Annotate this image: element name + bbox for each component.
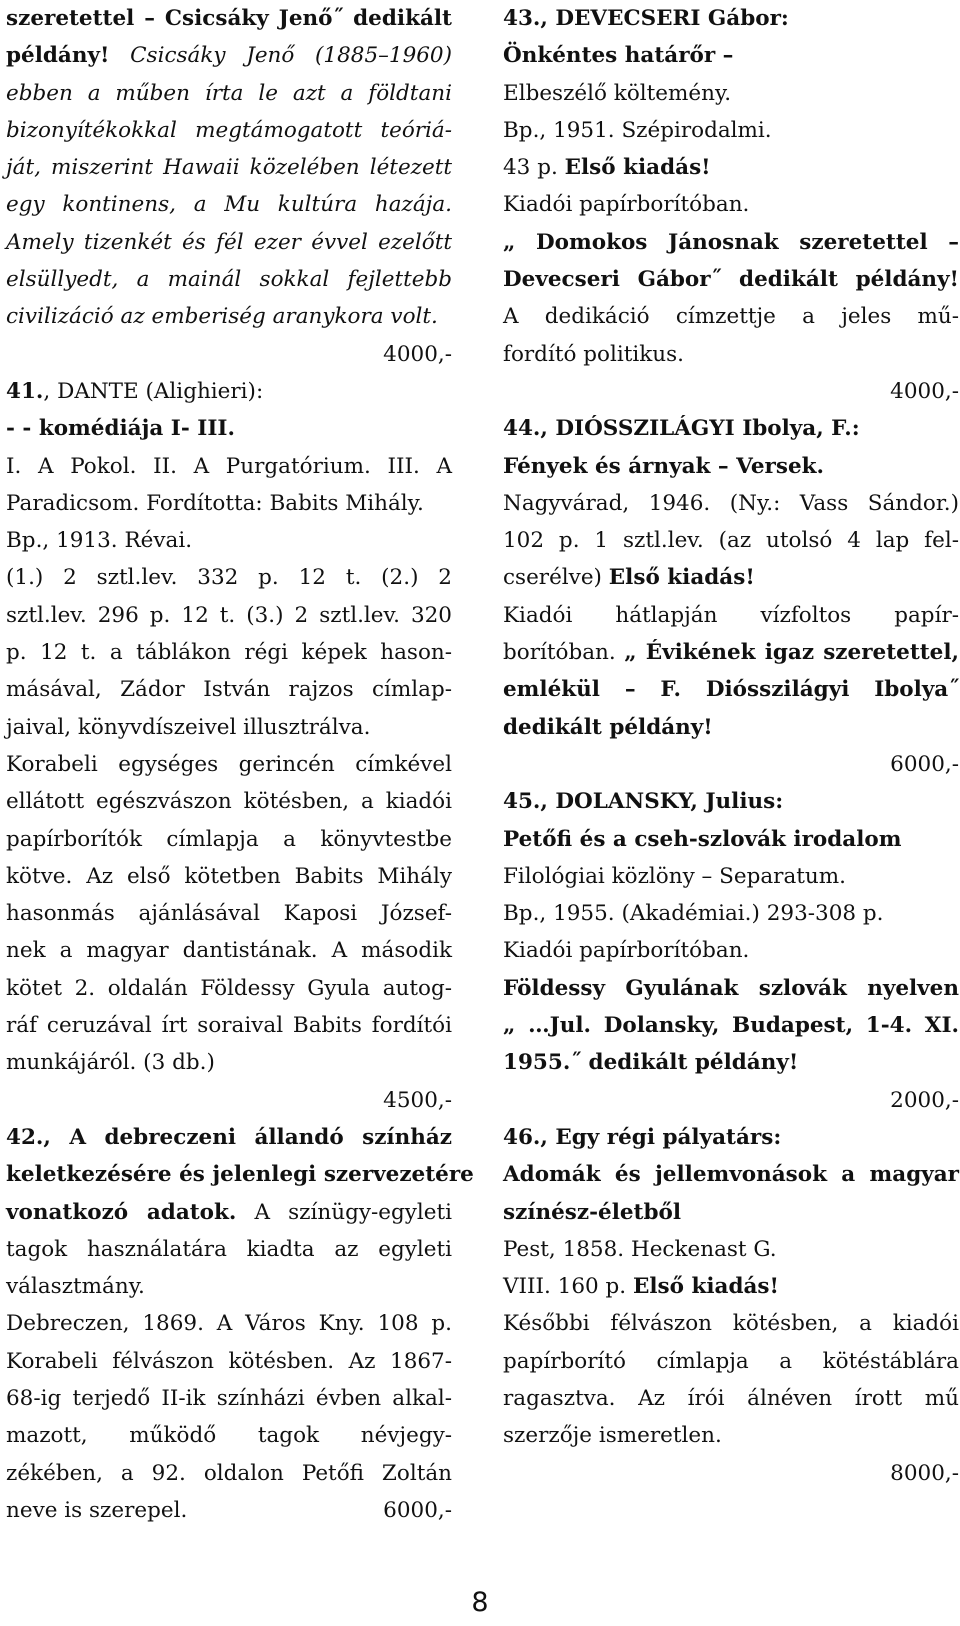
entry-41	[6, 373, 452, 1119]
entry-title: - - komédiája I- III.	[6, 416, 235, 442]
text-line: egy kontinens, a Mu kultúra hazája.	[6, 192, 452, 218]
entry-heading: 46., Egy régi pályatárs:	[503, 1124, 782, 1150]
text-line: Kiadói hátlapján vízfoltos papír-	[503, 602, 959, 628]
entry-heading	[6, 373, 452, 410]
text-line	[503, 149, 959, 186]
text-line: tagok használatára kiadta az egyleti	[6, 1236, 452, 1262]
entry-title: Adomák és jellemvonások a magyar	[503, 1162, 959, 1188]
text-line: „ …Jul. Dolansky, Budapest, 1-4. XI.	[503, 1013, 959, 1039]
text-line: munkájáról. (3 db.)	[6, 1050, 215, 1076]
text-bold: Első kiadás!	[632, 1274, 779, 1300]
entry-heading: 44., DIÓSSZILÁGYI Ibolya, F.:	[503, 416, 860, 442]
text-line	[503, 634, 959, 671]
right-column	[503, 0, 959, 1492]
text-bold: Első kiadás!	[608, 565, 755, 591]
entry-title: Önkéntes határőr –	[503, 43, 734, 69]
entry-author: , DANTE (Alighieri):	[43, 378, 264, 404]
text-line: Elbeszélő költemény.	[503, 80, 732, 106]
text-regular: cserélve)	[503, 565, 609, 591]
text-line: Debreczen, 1869. A Város Kny. 108 p.	[6, 1311, 452, 1337]
text-line: Paradicsom. Fordította: Babits Mihály.	[6, 490, 424, 516]
text-line	[503, 559, 959, 596]
text-line	[6, 37, 452, 74]
entry-title: Petőfi és a cseh-szlovák irodalom	[503, 826, 902, 852]
price: 8000,-	[890, 1460, 959, 1486]
text-line: Devecseri Gábor˝ dedikált példány!	[503, 267, 959, 293]
text-line: Nagyvárad, 1946. (Ny.: Vass Sándor.)	[503, 490, 959, 516]
price: 4000,-	[890, 378, 959, 404]
text-line: A dedikáció címzettje a jeles mű-	[503, 304, 959, 330]
price: 4000,-	[383, 341, 452, 367]
text-line: Korabeli egységes gerincén címkével	[6, 751, 452, 777]
text-line: Bp., 1913. Révai.	[6, 528, 193, 554]
text-line: hasonmás ajánlásával Kaposi József-	[6, 901, 452, 927]
text-line: Bp., 1955. (Akadémiai.) 293-308 p.	[503, 901, 884, 927]
text-line: ragasztva. Az írói álnéven írott mű	[503, 1385, 959, 1411]
entry-42	[6, 1119, 474, 1529]
text-line: szerzője ismeretlen.	[503, 1423, 722, 1449]
entry-45	[503, 783, 959, 1119]
price: 4500,-	[383, 1087, 452, 1113]
text-line: szeretettel – Csicsáky Jenő˝ dedikált	[6, 6, 452, 31]
text-bold: Első kiadás!	[564, 155, 711, 181]
text-line: I. A Pokol. II. A Purgatórium. III. A	[6, 453, 452, 479]
text-line: Amely tizenkét és fél ezer évvel ezelőtt	[6, 229, 452, 255]
entry-title: Fények és árnyak – Versek.	[503, 453, 825, 479]
text-line	[6, 1492, 452, 1529]
entry-44	[503, 410, 959, 783]
text-line: p. 12 t. a táblákon régi képek hason-	[6, 640, 452, 666]
text-line: dedikált példány!	[503, 714, 713, 740]
text-line: ját, miszerint Hawaii közelében létezett	[6, 155, 452, 181]
continued-entry	[6, 0, 452, 373]
entry-title: keletkezésére és jelenlegi szervezetére	[6, 1162, 474, 1188]
entry-heading: 42., A debreczeni állandó színház	[6, 1124, 452, 1150]
page-number: 8	[471, 1587, 489, 1618]
text-line: papírborító címlapja a kötéstáblára	[503, 1348, 959, 1374]
text-regular: VIII. 160 p.	[503, 1274, 633, 1300]
text-line	[6, 1194, 452, 1231]
text-line: bizonyítékokkal megtámogatott teóriá-	[6, 117, 452, 143]
text-line	[503, 1268, 959, 1305]
text-line: választmány.	[6, 1274, 145, 1300]
entry-title: színész-életből	[503, 1199, 682, 1225]
text-line: Kiadói papírborítóban.	[503, 938, 750, 964]
text-line: Földessy Gyulának szlovák nyelven	[503, 975, 959, 1001]
price: 2000,-	[890, 1087, 959, 1113]
text-bold: vonatkozó adatok.	[6, 1199, 237, 1225]
text-line: Korabeli félvászon kötésben. Az 1867-	[6, 1348, 452, 1374]
entry-43	[503, 0, 959, 410]
text-line: másával, Zádor István rajzos címlap-	[6, 677, 452, 703]
entry-heading: 45., DOLANSKY, Julius:	[503, 789, 784, 815]
text-line: jaival, könyvdíszeivel illusztrálva.	[6, 714, 371, 740]
text-line: 68-ig terjedő II-ik színházi évben alkal-	[6, 1385, 452, 1411]
text-line: ellátott egészvászon kötésben, a kiadói	[6, 789, 452, 815]
entry-heading: 43., DEVECSERI Gábor:	[503, 6, 789, 31]
text-line: civilizáció az emberiség aranykora volt.	[6, 304, 438, 330]
text-line: „ Domokos Jánosnak szeretettel –	[503, 229, 959, 255]
text-line: Pest, 1858. Heckenast G.	[503, 1236, 777, 1262]
text-line: 1955.˝ dedikált példány!	[503, 1050, 799, 1076]
text-regular: borítóban.	[503, 640, 625, 666]
text-line: nek a magyar dantistának. A második	[6, 938, 452, 964]
text-line: elsüllyedt, a mainál sokkal fejlettebb	[6, 267, 452, 293]
text-line: papírborítók címlapja a könyvtestbe	[6, 826, 452, 852]
entry-46	[503, 1119, 959, 1492]
text-line: emlékül – F. Diósszilágyi Ibolya˝	[503, 677, 959, 703]
text-regular: 43 p.	[503, 155, 565, 181]
text-line: Kiadói papírborítóban.	[503, 192, 750, 218]
text-line: mazott, működő tagok névjegy-	[6, 1423, 452, 1449]
price: 6000,-	[383, 1497, 452, 1523]
text-line: kötve. Az első kötetben Babits Mihály	[6, 863, 452, 889]
entry-number: 41.	[6, 378, 44, 404]
text-bold: „ Évikének igaz szeretettel,	[624, 640, 960, 666]
text-italic: Csicsáky Jenő (1885–1960)	[109, 43, 452, 69]
text-line: 102 p. 1 sztl.lev. (az utolsó 4 lap fel-	[503, 528, 959, 554]
text-line: ráf ceruzával írt soraival Babits fordítói	[6, 1013, 452, 1039]
text-line: kötet 2. oldalán Földessy Gyula autog-	[6, 975, 452, 1001]
left-column	[6, 0, 474, 1529]
text-line: Bp., 1951. Szépirodalmi.	[503, 117, 772, 143]
price: 6000,-	[890, 751, 959, 777]
text-line: (1.) 2 sztl.lev. 332 p. 12 t. (2.) 2	[6, 565, 452, 591]
text-line: Filológiai közlöny – Separatum.	[503, 863, 846, 889]
text-regular: neve is szerepel.	[6, 1497, 188, 1523]
text-line: sztl.lev. 296 p. 12 t. (3.) 2 sztl.lev. 320	[6, 602, 452, 628]
text-line: zékében, a 92. oldalon Petőfi Zoltán	[6, 1460, 452, 1486]
text-bold: példány!	[6, 43, 110, 69]
text-line: fordító politikus.	[503, 341, 684, 367]
text-regular: A színügy-egyleti	[236, 1199, 452, 1225]
text-line: Későbbi félvászon kötésben, a kiadói	[503, 1311, 959, 1337]
text-line: ebben a műben írta le azt a földtani	[6, 80, 452, 106]
